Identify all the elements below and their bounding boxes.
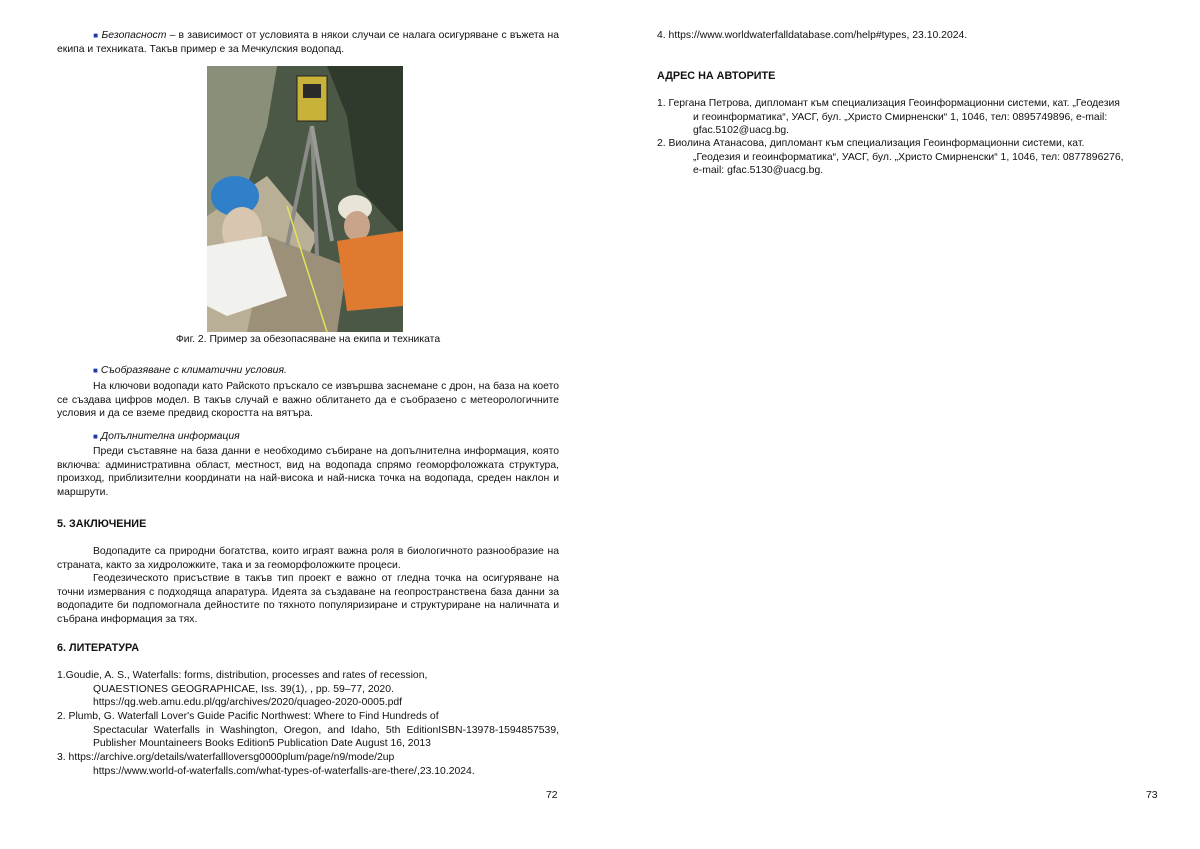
figure-caption: Фиг. 2. Пример за обезопасяване на екипа и техниката (175, 334, 441, 345)
reference-1 (57, 669, 559, 710)
safety-text: – в зависимост от условията в някои случаи се налага осигуряване с въжета на екипа и техниката. Такъв пример е за Мечкулския водопад. (57, 30, 559, 55)
climate-text: На ключови водопади като Райското пръскало се извършва заснемане с дрон, на база на което се създава цифров модел. В такъв случай е важно облитането да е съобразено с метеорологичните условия и да се вземе предвид скоростта на вятъра. (57, 381, 559, 420)
literature-heading: 6. ЛИТЕРАТУРА (57, 642, 140, 654)
authors-heading: АДРЕС НА АВТОРИТЕ (657, 70, 776, 82)
additional-title-line (57, 430, 559, 444)
author-2-line-2: „Геодезия и геоинформатика“, УАСГ, бул. „Христо Смирненски“ 1, 1046, тел: 0877896276, (693, 151, 1124, 163)
reference-1-line-2: QUAESTIONES GEOGRAPHICAE, Iss. 39(1), , pp. 59–77, 2020. (93, 683, 394, 695)
author-1-line-1: 1. Гергана Петрова, дипломант към специализация Геоинформационни системи, кат. „Геодезия (657, 98, 1120, 109)
reference-1-url[interactable]: https://qg.web.amu.edu.pl/qg/archives/2020/quageo-2020-0005.pdf (93, 697, 403, 709)
reference-3-url-1[interactable]: 3. https://archive.org/details/waterfallloversg0000plum/page/n9/mode/2up (57, 752, 395, 763)
bullet-icon: ■ (93, 366, 98, 375)
reference-1-line-1: 1.Goudie, A. S., Waterfalls: forms, distribution, processes and rates of recession, (57, 670, 428, 681)
climate-title: Съобразяване с климатични условия. (100, 365, 287, 376)
climate-title-line (57, 364, 559, 378)
surveying-photo-illustration (207, 66, 403, 332)
bullet-icon: ■ (93, 31, 99, 40)
author-1-email[interactable]: gfac.5102@uacg.bg. (693, 125, 790, 137)
safety-paragraph (57, 29, 559, 56)
author-1-line-2: и геоинформатика“, УАСГ, бул. „Христо Смирненски“ 1, 1046, тел: 0895749896, e-mail: (693, 111, 1108, 123)
reference-2 (57, 710, 559, 751)
figure-photo (207, 66, 403, 332)
author-1 (657, 97, 1159, 138)
reference-4-url[interactable]: 4. https://www.worldwaterfalldatabase.com/help#types, 23.10.2024. (657, 30, 968, 41)
safety-title: Безопасност (101, 30, 167, 41)
additional-text: Преди съставяне на база данни е необходимо събиране на допълнителна информация, която включва: административна област, местност, вид на водопада спрямо геоморфоложката структура, произход, приблизителни координати на най-висока и най-ниска точка на водопада, среден наклон и маршрути. (57, 446, 559, 498)
additional-title: Допълнителна информация (100, 431, 240, 442)
author-2 (657, 137, 1159, 178)
conclusion-paragraph-1: Водопадите са природни богатства, които играят важна роля в биологичното разнообразие на страната, както за хидроложките, така и за геоморфоложките процеси. (57, 546, 559, 571)
reference-3-url-2[interactable]: https://www.world-of-waterfalls.com/what-types-of-waterfalls-are-there/,23.10.2024. (93, 765, 475, 777)
author-2-line-1: 2. Виолина Атанасова, дипломант към специализация Геоинформационни системи, кат. (657, 138, 1085, 149)
reference-2-line-1: 2. Plumb, G. Waterfall Lover's Guide Pacific Northwest: Where to Find Hundreds of (57, 711, 439, 722)
bullet-icon: ■ (93, 432, 98, 441)
page-number-right: 73 (1146, 790, 1158, 801)
conclusion-paragraph-2: Геодезическото присъствие в такъв тип проект е важно от гледна точка на осигуряване на точни измервания с подходяща апаратура. Идеята за създаване на геопространствена база данни за водопадите би подпомогнала дейностите по тяхното популяризиране и структуриране на наличната и събрана информация за тях. (57, 573, 559, 625)
reference-2-line-2: Spectacular Waterfalls in Washington, Oregon, and Idaho, 5th EditionISBN-13978-1594857539, Publisher Mountaineers Books Edition5 Publication Date August 16, 2013 (93, 724, 559, 750)
author-2-email[interactable]: e-mail: gfac.5130@uacg.bg. (693, 165, 824, 177)
right-page (600, 0, 1200, 849)
page-number-left: 72 (546, 790, 558, 801)
conclusion-heading: 5. ЗАКЛЮЧЕНИЕ (57, 518, 147, 530)
reference-3 (57, 751, 559, 778)
